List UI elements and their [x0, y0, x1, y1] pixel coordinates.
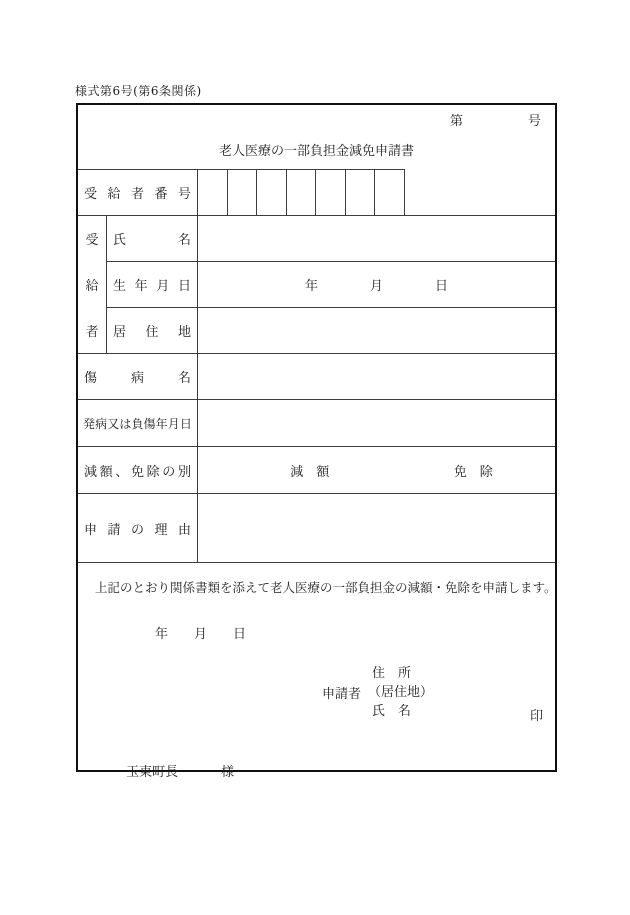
label-char: 地: [177, 325, 191, 340]
recipient-number-box[interactable]: [316, 170, 346, 215]
birthdate-row: [107, 261, 555, 307]
onset-label: [78, 400, 198, 446]
recipient-number-box[interactable]: [257, 170, 287, 215]
name-input-cell[interactable]: [198, 216, 555, 261]
beneficiary-section: [78, 215, 555, 353]
residence-input-cell[interactable]: [198, 308, 555, 353]
recipient-number-filler: [405, 169, 555, 215]
label-char: 居: [113, 325, 127, 340]
form-title: 老人医療の一部負担金減免申請書: [218, 144, 414, 159]
label-char: の: [162, 464, 176, 480]
recipient-number-row: [78, 169, 555, 215]
birthdate-label: [107, 262, 198, 307]
label-char: は: [119, 416, 132, 431]
addressee-name: 玉東町長: [126, 765, 179, 780]
label-char: 又: [107, 416, 120, 431]
label-char: 号: [177, 187, 191, 202]
label-char: 住: [145, 325, 159, 340]
label-char: 給: [85, 278, 99, 294]
disease-row: [78, 353, 555, 399]
recipient-number-box[interactable]: [346, 170, 376, 215]
residence-label: [107, 308, 198, 353]
label-char: 受: [84, 187, 98, 202]
seal-label: 印: [530, 709, 544, 724]
label-char: 免: [130, 464, 144, 480]
label-char: 氏: [113, 233, 127, 248]
applicant-label: 申請者: [322, 687, 362, 702]
label-char: 日: [177, 279, 191, 294]
label-char: 減: [84, 464, 98, 480]
beneficiary-rows: [107, 216, 555, 353]
option-reduction[interactable]: 減 額: [290, 464, 330, 480]
label-char: 負: [131, 416, 144, 431]
label-char: 生: [113, 279, 127, 294]
label-char: 除: [146, 464, 160, 480]
label-char: 月: [167, 416, 180, 431]
onset-input-cell[interactable]: [198, 400, 555, 446]
application-form-table: [76, 103, 557, 780]
recipient-number-boxes: [198, 169, 405, 215]
recipient-number-box[interactable]: [287, 170, 317, 215]
reduction-row: [78, 446, 555, 493]
date-line: 年 月 日: [155, 627, 247, 642]
form-code-label: 様式第6号(第6条関係): [75, 84, 202, 98]
document-number-label: 第 号: [449, 114, 541, 129]
label-char: 発: [83, 416, 96, 431]
applicant-residence-label: （居住地）: [368, 685, 434, 700]
declaration-statement: 上記のとおり関係書類を添えて老人医療の一部負担金の減額・免除を申請します。: [95, 580, 557, 595]
label-char: 年: [134, 279, 148, 294]
label-char: の: [130, 522, 144, 538]
label-char: 病: [130, 371, 144, 386]
label-char: 月: [156, 279, 170, 294]
applicant-lines: [368, 664, 433, 721]
label-char: 傷: [143, 416, 156, 431]
label-char: 別: [177, 464, 191, 480]
label-char: 病: [95, 416, 108, 431]
label-char: 受: [85, 233, 99, 249]
birthdate-input-cell[interactable]: 年 月 日: [304, 279, 448, 294]
label-char: 者: [130, 187, 144, 202]
label-char: 、: [115, 464, 129, 480]
recipient-number-box[interactable]: [375, 170, 405, 215]
recipient-number-box[interactable]: [198, 170, 228, 215]
residence-row: [107, 307, 555, 353]
label-char: 者: [85, 324, 99, 340]
label-char: 番: [154, 187, 168, 202]
applicant-address-label: 住 所: [372, 666, 412, 681]
addressee-honorific: 様: [221, 765, 235, 780]
addressee-line: [93, 746, 234, 795]
reduction-option-cell: [198, 447, 555, 493]
disease-input-cell[interactable]: [198, 354, 555, 399]
label-char: 名: [177, 371, 191, 386]
label-char: 日: [179, 416, 192, 431]
reason-label: [78, 494, 198, 562]
name-label: [107, 216, 198, 261]
option-exemption[interactable]: 免 除: [453, 464, 493, 480]
beneficiary-group-label: [78, 216, 107, 353]
name-row: [107, 216, 555, 261]
label-char: 額: [99, 464, 113, 480]
label-char: 由: [177, 522, 191, 538]
label-char: 傷: [84, 371, 98, 386]
label-char: 理: [154, 522, 168, 538]
label-char: 名: [177, 233, 191, 248]
disease-label: [78, 354, 198, 399]
label-char: 申: [84, 522, 98, 538]
reason-row: [78, 493, 555, 562]
onset-row: [78, 399, 555, 446]
declaration-section: [78, 562, 557, 780]
recipient-number-box[interactable]: [228, 170, 258, 215]
form-header: [78, 105, 555, 169]
reduction-label: [78, 447, 198, 493]
applicant-name-label: 氏 名: [372, 704, 412, 719]
applicant-block: [322, 664, 433, 721]
label-char: 請: [107, 522, 121, 538]
reason-input-cell[interactable]: [198, 494, 555, 562]
recipient-number-label: [78, 169, 198, 215]
label-char: 給: [107, 187, 121, 202]
label-char: 年: [155, 416, 168, 431]
